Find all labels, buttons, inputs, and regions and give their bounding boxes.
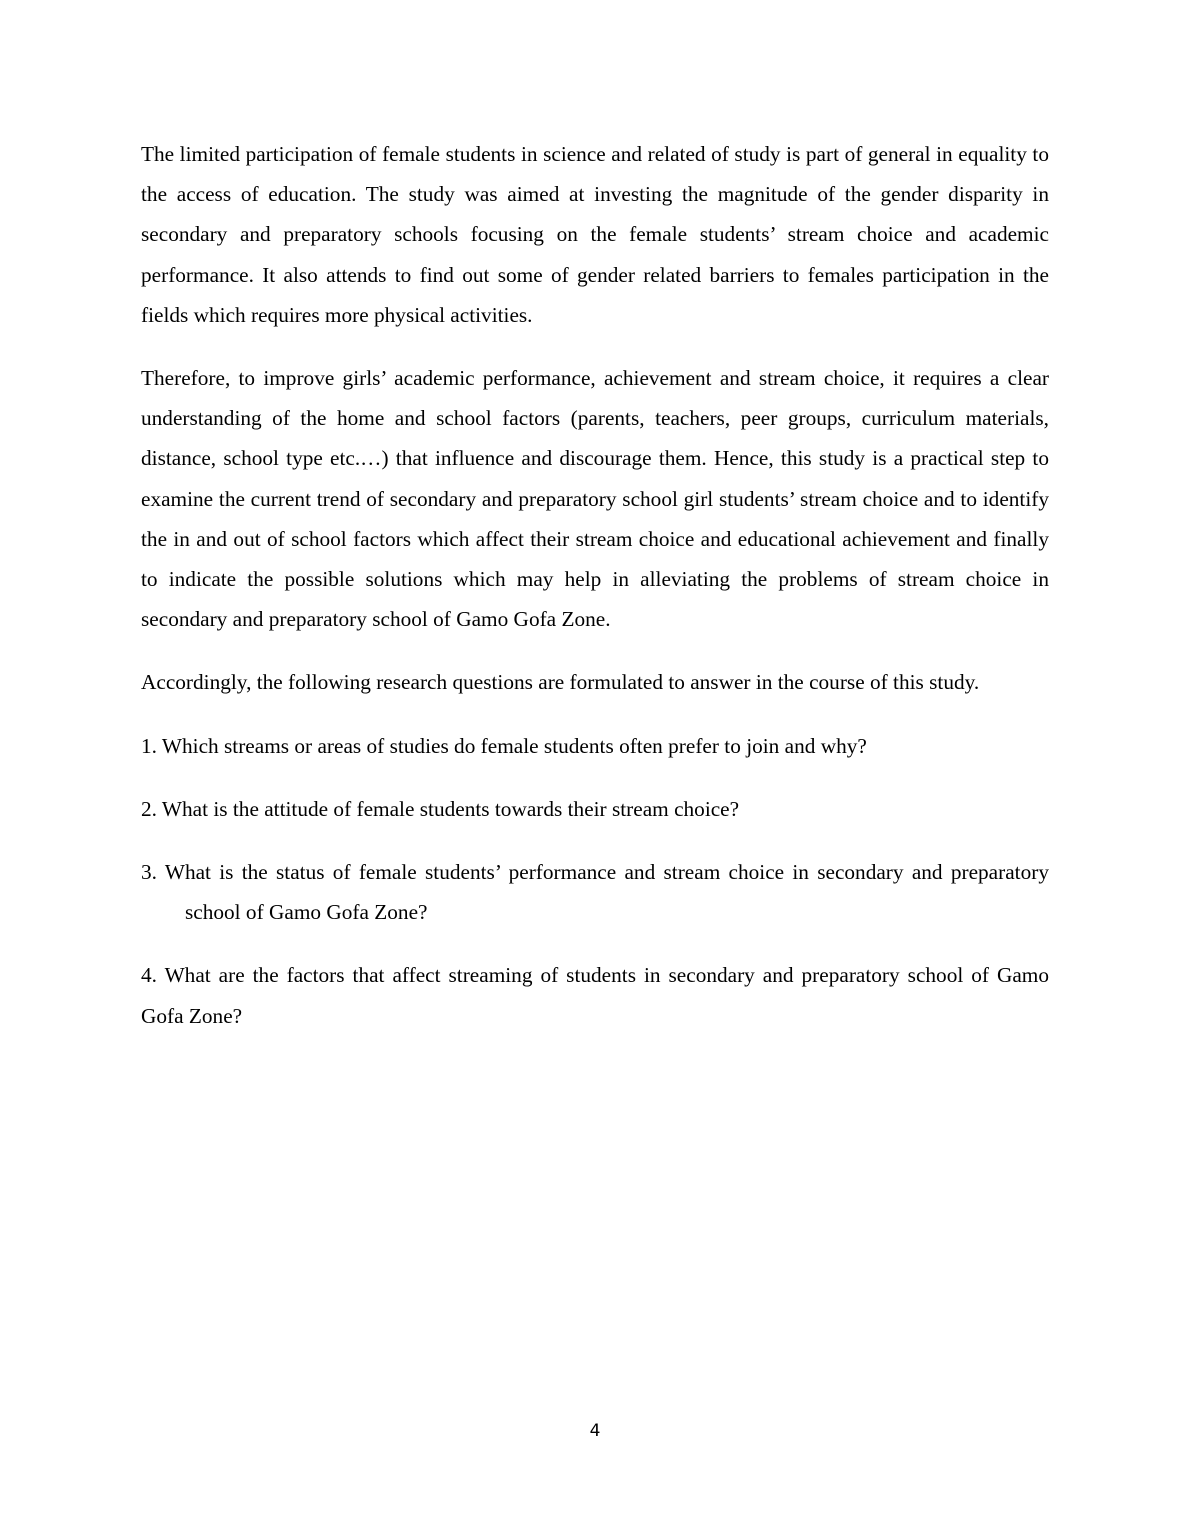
research-question-3: 3. What is the status of female students’ performance and stream choice in secondary and preparatory school of Gamo Gofa Zone? (141, 860, 1049, 925)
page-number: 4 (589, 1421, 601, 1441)
research-question-1: 1. Which streams or areas of studies do female students often prefer to join and why? (141, 733, 867, 758)
research-question-4: 4. What are the factors that affect streaming of students in secondary and preparatory school of Gamo Gofa Zone? (141, 963, 1049, 1028)
paragraph-rationale: Therefore, to improve girls’ academic performance, achievement and stream choice, it requires a clear understanding of the home and school factors (parents, teachers, peer groups, curriculum materials, distance, school type etc.…) that influence and discourage them. Hence, this study is a practical step to examine the current trend of secondary and preparatory school girl students’ stream choice and to identify the in and out of school factors which affect their stream choice and educational achievement and finally to indicate the possible solutions which may help in alleviating the problems of stream choice in secondary and preparatory school of Gamo Gofa Zone. (141, 366, 1049, 632)
page-body (141, 134, 1049, 1059)
research-question-2: 2. What is the attitude of female students towards their stream choice? (141, 796, 740, 821)
paragraph-research-questions-intro: Accordingly, the following research questions are formulated to answer in the course of this study. (141, 670, 980, 695)
paragraph-intro: The limited participation of female students in science and related of study is part of general in equality to the access of education. The study was aimed at investing the magnitude of the gender disparity in secondary and preparatory schools focusing on the female students’ stream choice and academic performance. It also attends to find out some of gender related barriers to females participation in the fields which requires more physical activities. (141, 142, 1049, 327)
